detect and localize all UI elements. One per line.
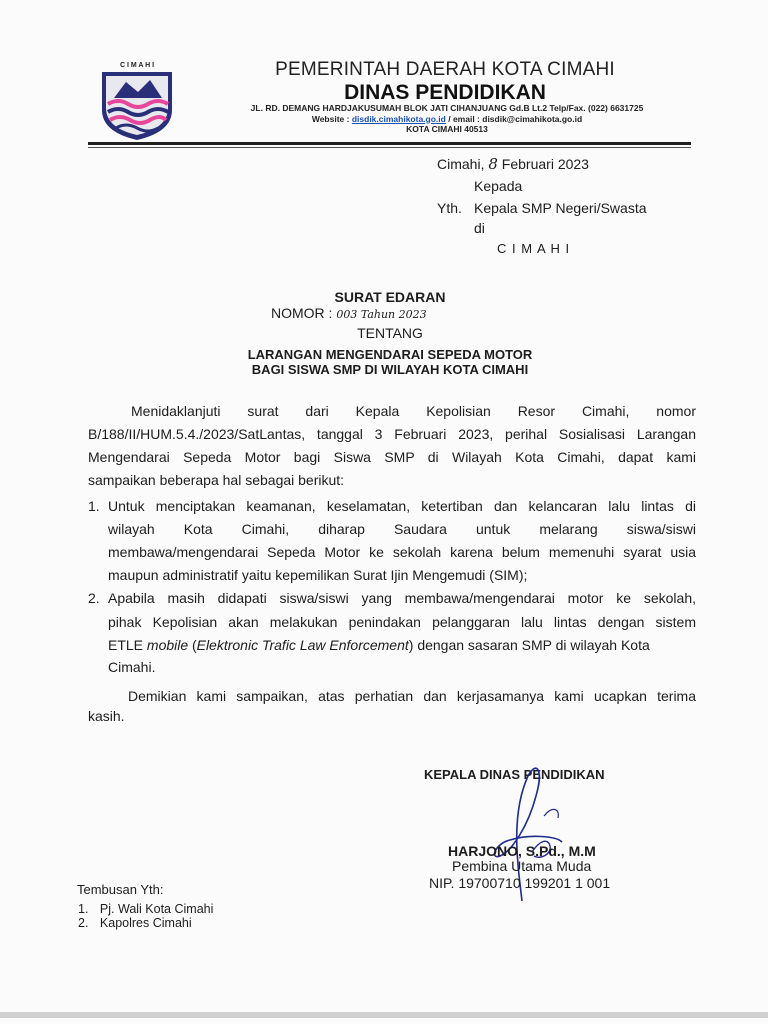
cc-item-number: 1.: [78, 902, 89, 916]
item-1-line-4: maupun administratif yaitu kepemilikan Surat Ijin Mengemudi (SIM);: [108, 567, 528, 583]
website-link[interactable]: disdik.cimahikota.go.id: [351, 113, 446, 124]
item-1-line-2: wilayah Kota Cimahi, diharap Saudara untuk melarang siswa/siswi: [108, 521, 696, 537]
cc-label: Tembusan Yth:: [77, 882, 164, 897]
cimahi-logo: [96, 58, 178, 142]
para1-line-2: B/188/II/HUM.5.4./2023/SatLantas, tanggal 3 Februari 2023, perihal Sosialisasi Larangan: [88, 426, 696, 442]
cc-item-text: Pj. Wali Kota Cimahi: [99, 902, 214, 916]
recipient: Kepala SMP Negeri/Swasta: [474, 200, 647, 216]
contact-line: [208, 114, 686, 125]
closing-line-2: kasih.: [88, 708, 125, 724]
etle-text: ETLE: [108, 637, 144, 653]
item-1-number: 1.: [88, 498, 100, 514]
item-2-line-2: pihak Kepolisian akan melakukan penindakan pelanggaran lalu lintas dengan sistem: [108, 614, 696, 630]
to-label: Kepada: [474, 178, 523, 194]
subject-line-2: BAGI SISWA SMP DI WILAYAH KOTA CIMAHI: [251, 362, 529, 377]
item-2-line-3: [108, 637, 650, 653]
cc-item: [78, 916, 192, 930]
cc-item: [78, 902, 213, 916]
tentang-label: TENTANG: [357, 325, 423, 341]
item-2-line-1: Apabila masih didapati siswa/siswi yang membawa/mengendarai motor ke sekolah,: [108, 590, 696, 606]
letterhead-rule-thick: [88, 142, 691, 145]
letter-date: [437, 155, 589, 173]
date-month-year: Februari 2023: [501, 156, 589, 172]
cc-item-number: 2.: [78, 916, 89, 930]
paren-open: (: [192, 637, 197, 653]
signatory-nip: NIP. 19700710 199201 1 001: [429, 875, 611, 891]
letterhead-rule-thin: [88, 147, 691, 148]
item-2-line-4: Cimahi.: [108, 659, 156, 675]
scan-edge: [0, 1012, 768, 1018]
letter-number: [271, 305, 427, 321]
city-postcode: KOTA CIMAHI 40513: [406, 124, 488, 134]
recipient-city: C I M A H I: [497, 241, 571, 256]
item-2-line-3-rest: ) dengan sasaran SMP di wilayah Kota: [408, 637, 650, 653]
item-2-number: 2.: [88, 590, 100, 606]
item-1-line-1: Untuk menciptakan keamanan, keselamatan, ketertiban dan kelancaran lalu lintas di: [108, 498, 696, 514]
subject-line-1: LARANGAN MENGENDARAI SEPEDA MOTOR: [247, 347, 533, 362]
address-line: JL. RD. DEMANG HARDJAKUSUMAH BLOK JATI CIHANJUANG Gd.B Lt.2 Telp/Fax. (022) 6631725: [250, 103, 644, 113]
etle-expansion: Elektronic Trafic Law Enforcement: [196, 637, 409, 653]
government-name: PEMERINTAH DAERAH KOTA CIMAHI: [275, 59, 615, 80]
signatory-name: HARJONO, S.Pd., M.M: [448, 843, 596, 859]
date-day-handwritten: 8: [488, 155, 498, 173]
email-label: / email :: [448, 113, 480, 124]
letterhead-address-block: [208, 103, 686, 135]
closing-line-1: Demikian kami sampaikan, atas perhatian dan kerjasamanya kami ucapkan terima: [128, 688, 696, 704]
para1-line-4: sampaikan beberapa hal sebagai berikut:: [88, 472, 345, 488]
date-place: Cimahi,: [437, 156, 485, 172]
email-address: disdik@cimahikota.go.id: [482, 113, 583, 124]
logo-caption: C I M A H I: [119, 62, 155, 69]
nomor-label: NOMOR :: [271, 305, 333, 321]
nomor-handwritten: 003 Tahun 2023: [336, 308, 427, 321]
signatory-rank: Pembina Utama Muda: [452, 858, 592, 874]
di-label: di: [474, 220, 485, 236]
item-1-line-3: membawa/mengendarai Sepeda Motor ke sekolah karena belum memenuhi syarat usia: [108, 544, 696, 560]
para1-line-1: Menidaklanjuti surat dari Kepala Kepolisian Resor Cimahi, nomor: [131, 403, 696, 419]
letter-title: SURAT EDARAN: [334, 289, 446, 305]
cc-item-text: Kapolres Cimahi: [99, 916, 192, 930]
website-label: Website :: [311, 113, 350, 124]
mobile-text: mobile: [146, 637, 189, 653]
yth-label: Yth.: [437, 200, 462, 216]
signatory-position: KEPALA DINAS PENDIDIKAN: [424, 767, 605, 782]
department-name: DINAS PENDIDIKAN: [344, 81, 546, 104]
para1-line-3: Mengendarai Sepeda Motor bagi Siswa SMP di Wilayah Kota Cimahi, dapat kami: [88, 449, 696, 465]
